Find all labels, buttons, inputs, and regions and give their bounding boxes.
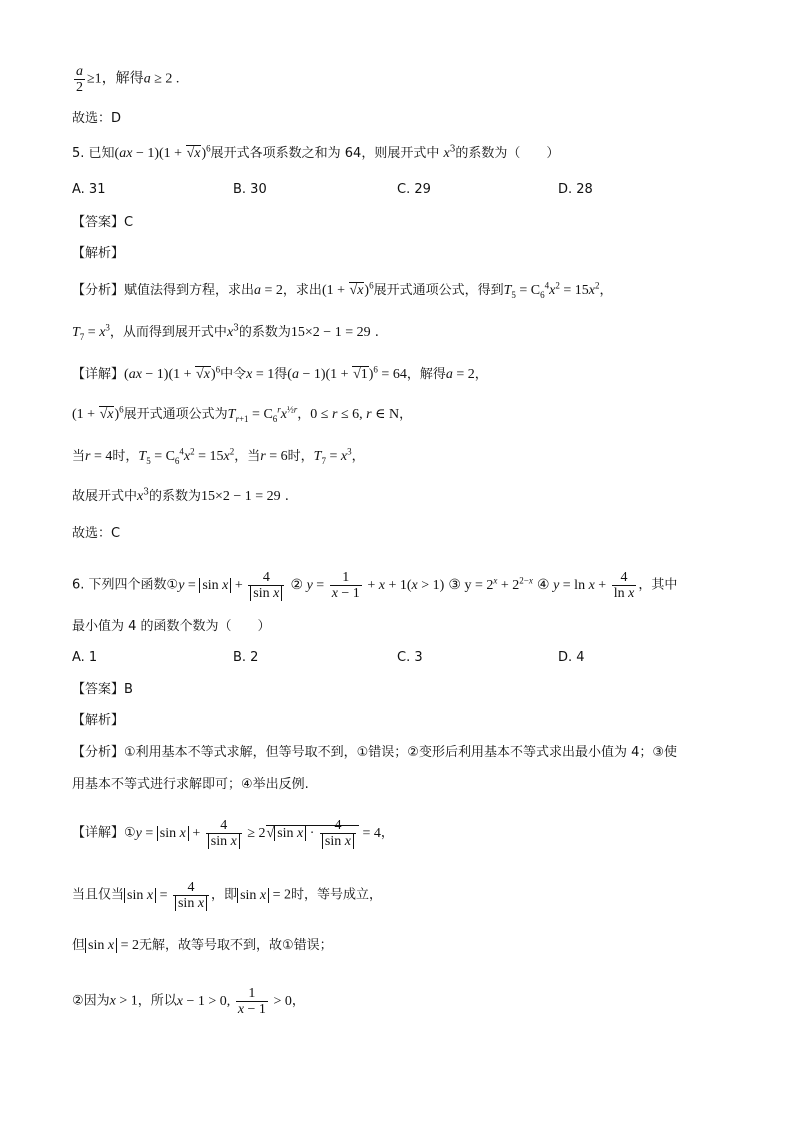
question-6-line2: 最小值为 4 的函数个数为（ ） [72, 619, 271, 634]
xiangjie-6-line1: 【详解】①y = sin x + $\frac{4}{\text{sin x}}$ ≥ 2√ sin x · $\frac{4}{\text{sin x}}$ = 4， [72, 818, 394, 849]
fraction-a-over-2: $\frac{a}{2}$ [76, 64, 83, 95]
answer-5: 【答案】C [72, 215, 134, 230]
question-6-line1: 6. 下列四个函数①y = sin x + $\frac{4}{\text{sin x}}$ ② y = $\frac{1}{x - 1}$ + x + 1(x > 1) ③ $y = 2^x + 2^{2-x}$ ④ y = ln x + $\frac{4}{\text{ln x}}$ ，其中 [72, 570, 678, 601]
option-a: A. 31 [72, 182, 106, 197]
option-b-6: B. 2 [233, 650, 259, 665]
question-5: 5. 已知$(ax - 1)(1 + √x)^6$展开式各项系数之和为 64，则展开式中 $x^3$的系数为（ ） [72, 143, 560, 161]
option-b: B. 30 [233, 182, 267, 197]
xiangjie-6-line3: 但 sin x = 2无解，故等号取不到，故①错误； [72, 938, 333, 953]
xiangjie-5-line1: 【详解】$(ax - 1)(1 + √x)^6$中令x = 1得$(a - 1)(1 + √1)^6 = 64$，解得a = 2， [72, 364, 488, 382]
option-c-6: C. 3 [397, 650, 423, 665]
option-a-6: A. 1 [72, 650, 98, 665]
answer-6: 【答案】B [72, 682, 133, 697]
option-d: D. 28 [558, 182, 593, 197]
fenxi-6-line2: 用基本不等式进行求解即可；④举出反例. [72, 777, 309, 792]
choose-c: 故选：C [72, 526, 121, 541]
jiexi-6: 【解析】 [72, 713, 125, 728]
fenxi-5-line1: 【分析】赋值法得到方程，求出a = 2，求出$(1 + √x)^6$展开式通项公式，得到$T_5 = C_6^4x^2 = 15x^2$， [72, 280, 613, 300]
fenxi-5-line2: $T_7 = x^3$，从而得到展开式中$x^3$的系数为15×2 − 1 = 29 . [72, 322, 379, 342]
fenxi-6-line1: 【分析】①利用基本不等式求解，但等号取不到，①错误；②变形后利用基本不等式求出最小值为 4；③使 [72, 745, 678, 760]
choose-d: 故选：D [72, 111, 122, 126]
option-c: C. 29 [397, 182, 431, 197]
xiangjie-6-line2: 当且仅当 sin x = $\frac{4}{\text{sin x}}$ ，即 sin x = 2时，等号成立， [72, 880, 383, 911]
line-a-over-2: $\frac{a}{2}$ ≥1，解得a ≥ 2 . [76, 64, 180, 95]
xiangjie-5-line4: 故展开式中$x^3$的系数为15×2 − 1 = 29 . [72, 487, 289, 504]
xiangjie-6-line4: ②因为x > 1，所以x − 1 > 0, $\frac{1}{x - 1}$ > 0， [72, 986, 305, 1017]
xiangjie-5-line3: 当r = 4时，$T_5 = C_6^4x^2 = 15x^2$，当r = 6时，$T_7 = x^3$， [72, 446, 365, 466]
option-d-6: D. 4 [558, 650, 585, 665]
jiexi-5: 【解析】 [72, 246, 125, 261]
xiangjie-5-line2: $(1 + √x)^6$展开式通项公式为$T_{r+1} = C_6^rx^{\frac{1}{2}r}$，0 ≤ r ≤ 6, r ∈ N， [72, 404, 413, 424]
